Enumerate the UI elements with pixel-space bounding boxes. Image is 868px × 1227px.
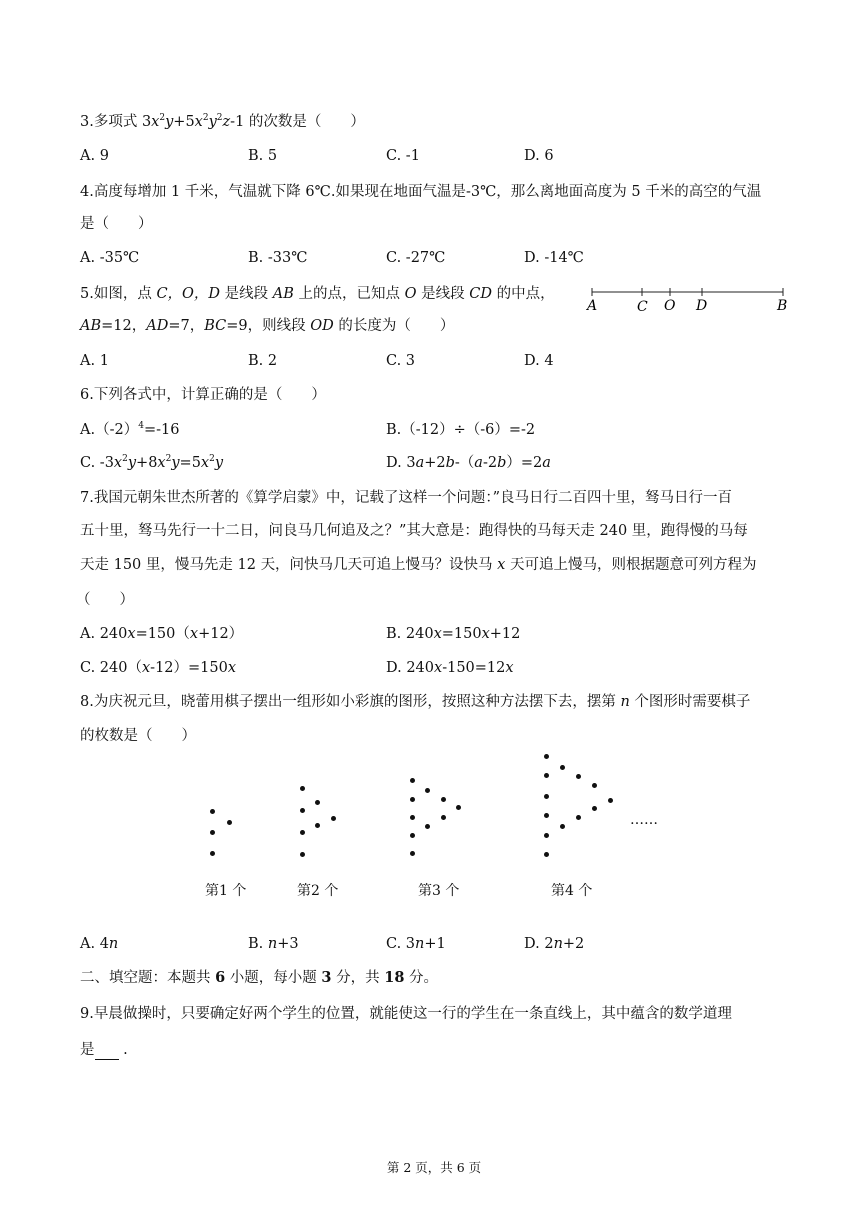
q7-option-b: B. 240x=150x+12 [386,626,521,642]
q4-option-c: C. -27℃ [386,250,446,266]
q8-fig2-piece [300,852,305,857]
section-heading-fill-in: 二、填空题：本题共 6 小题，每小题 3 分，共 18 分。 [80,969,439,986]
q7-stem-line1: 7.我国元朝朱世杰所著的《算学启蒙》中，记载了这样一个问题：”良马日行二百四十里，驽马日行一百 [80,490,732,506]
q8-fig2-piece [315,823,320,828]
q4-option-a: A. -35℃ [80,250,140,266]
q4-option-b: B. -33℃ [248,250,308,266]
q8-stem-line2: 的枚数是（ ） [80,728,196,744]
q9-answer-blank[interactable] [95,1045,119,1060]
q8-fig2-piece [315,800,320,805]
q4-stem-line1: 4.高度每增加 1 千米，气温就下降 6℃.如果现在地面气温是-3℃，那么离地面高度为 5 千米的高空的气温 [80,184,762,200]
q8-stem-line1: 8.为庆祝元旦，晓蕾用棋子摆出一组形如小彩旗的图形，按照这种方法摆下去，摆第 n 个图形时需要棋子 [80,694,751,710]
q8-fig2-piece [331,816,336,821]
q8-fig2-piece [300,830,305,835]
q8-option-a: A. 4n [80,936,119,952]
q5-stem-line1: 5.如图，点 C，O，D 是线段 AB 上的点，已知点 O 是线段 CD 的中点， [80,286,555,302]
page-footer: 第 2 页，共 6 页 [386,1160,482,1175]
q8-fig4-piece [544,852,549,857]
q5-label-c: C [637,299,648,315]
q8-fig4-piece [544,773,549,778]
q8-fig2-piece [300,786,305,791]
q5-label-a: A [587,298,598,314]
q8-fig4-piece [592,806,597,811]
q8-fig1-label: 第1 个 [205,883,247,899]
q8-fig4-piece [544,833,549,838]
q5-label-b: B [777,298,788,314]
q7-stem-line4: （ ） [76,592,134,608]
q3-stem: 3.多项式 $3x^2y+5x^2y^2z-1$ 的次数是（ ） [80,113,365,130]
q7-option-d: D. 240x-150=12x [386,660,514,676]
q8-fig3-piece [410,797,415,802]
q8-fig3-piece [456,805,461,810]
q8-fig3-piece [410,851,415,856]
q8-fig3-piece [410,833,415,838]
q8-fig1-piece [210,851,215,856]
q3-option-a: A. 9 [80,148,109,164]
q8-ellipsis: …… [630,812,658,828]
q8-fig4-piece [544,813,549,818]
q8-fig1-piece [210,809,215,814]
q8-fig4-piece [560,824,565,829]
q8-fig2-piece [300,808,305,813]
q7-stem-line2: 五十里，驽马先行一十二日，问良马几何追及之？”其大意是：跑得快的马每天走 240 里，跑得慢的马每 [80,523,748,539]
q8-fig3-piece [410,815,415,820]
q6-option-b: B.（-12）÷（-6）=-2 [386,422,536,438]
q8-fig2-label: 第2 个 [297,883,339,899]
q8-fig3-piece [410,778,415,783]
q9-stem-line1: 9.早晨做操时，只要确定好两个学生的位置，就能使这一行的学生在一条直线上，其中蕴含的数学道理 [80,1006,732,1022]
q6-option-c: C. $-3x^2y+8x^2y=5x^2y$ [80,454,224,471]
q6-stem: 6.下列各式中，计算正确的是（ ） [80,387,326,403]
q8-fig1-piece [227,820,232,825]
q9-stem-line2: 是 . [80,1042,128,1058]
q8-fig3-piece [425,824,430,829]
q8-option-b: B. n+3 [248,936,299,952]
q8-fig4-label: 第4 个 [551,883,593,899]
q7-stem-line3: 天走 150 里，慢马先走 12 天，问快马几天可追上慢马？设快马 x 天可追上慢马，则根据题意可列方程为 [80,557,757,573]
q8-fig4-piece [544,754,549,759]
q8-fig3-piece [441,815,446,820]
q5-label-d: D [696,298,708,314]
q3-option-b: B. 5 [248,148,278,164]
q8-fig1-piece [210,830,215,835]
q3-option-d: D. 6 [524,148,554,164]
q8-fig4-piece [560,765,565,770]
q5-option-b: B. 2 [248,353,278,369]
q5-label-o: O [664,298,676,314]
q8-option-d: D. 2n+2 [524,936,585,952]
q8-fig4-piece [544,794,549,799]
q5-stem-line2: AB=12，AD=7，BC=9，则线段 OD 的长度为（ ） [80,318,455,334]
q3-option-c: C. -1 [386,148,420,164]
q8-option-c: C. 3n+1 [386,936,446,952]
q8-fig4-piece [576,815,581,820]
q5-option-d: D. 4 [524,353,554,369]
q5-option-c: C. 3 [386,353,416,369]
q8-fig4-piece [592,783,597,788]
q4-stem-line2: 是（ ） [80,216,153,232]
q4-option-d: D. -14℃ [524,250,584,266]
q7-option-c: C. 240（x-12）=150x [80,660,237,676]
q8-fig3-piece [441,797,446,802]
q8-fig3-label: 第3 个 [418,883,460,899]
q7-option-a: A. 240x=150（x+12） [80,626,244,642]
q8-fig4-piece [576,774,581,779]
q8-fig4-piece [608,798,613,803]
q5-option-a: A. 1 [80,353,109,369]
q8-fig3-piece [425,788,430,793]
q6-option-d: D. 3a+2b-（a-2b）=2a [386,455,551,471]
q5-segment-figure [585,282,795,316]
q6-option-a: $A.(-2)^4=-16$ [80,421,180,438]
